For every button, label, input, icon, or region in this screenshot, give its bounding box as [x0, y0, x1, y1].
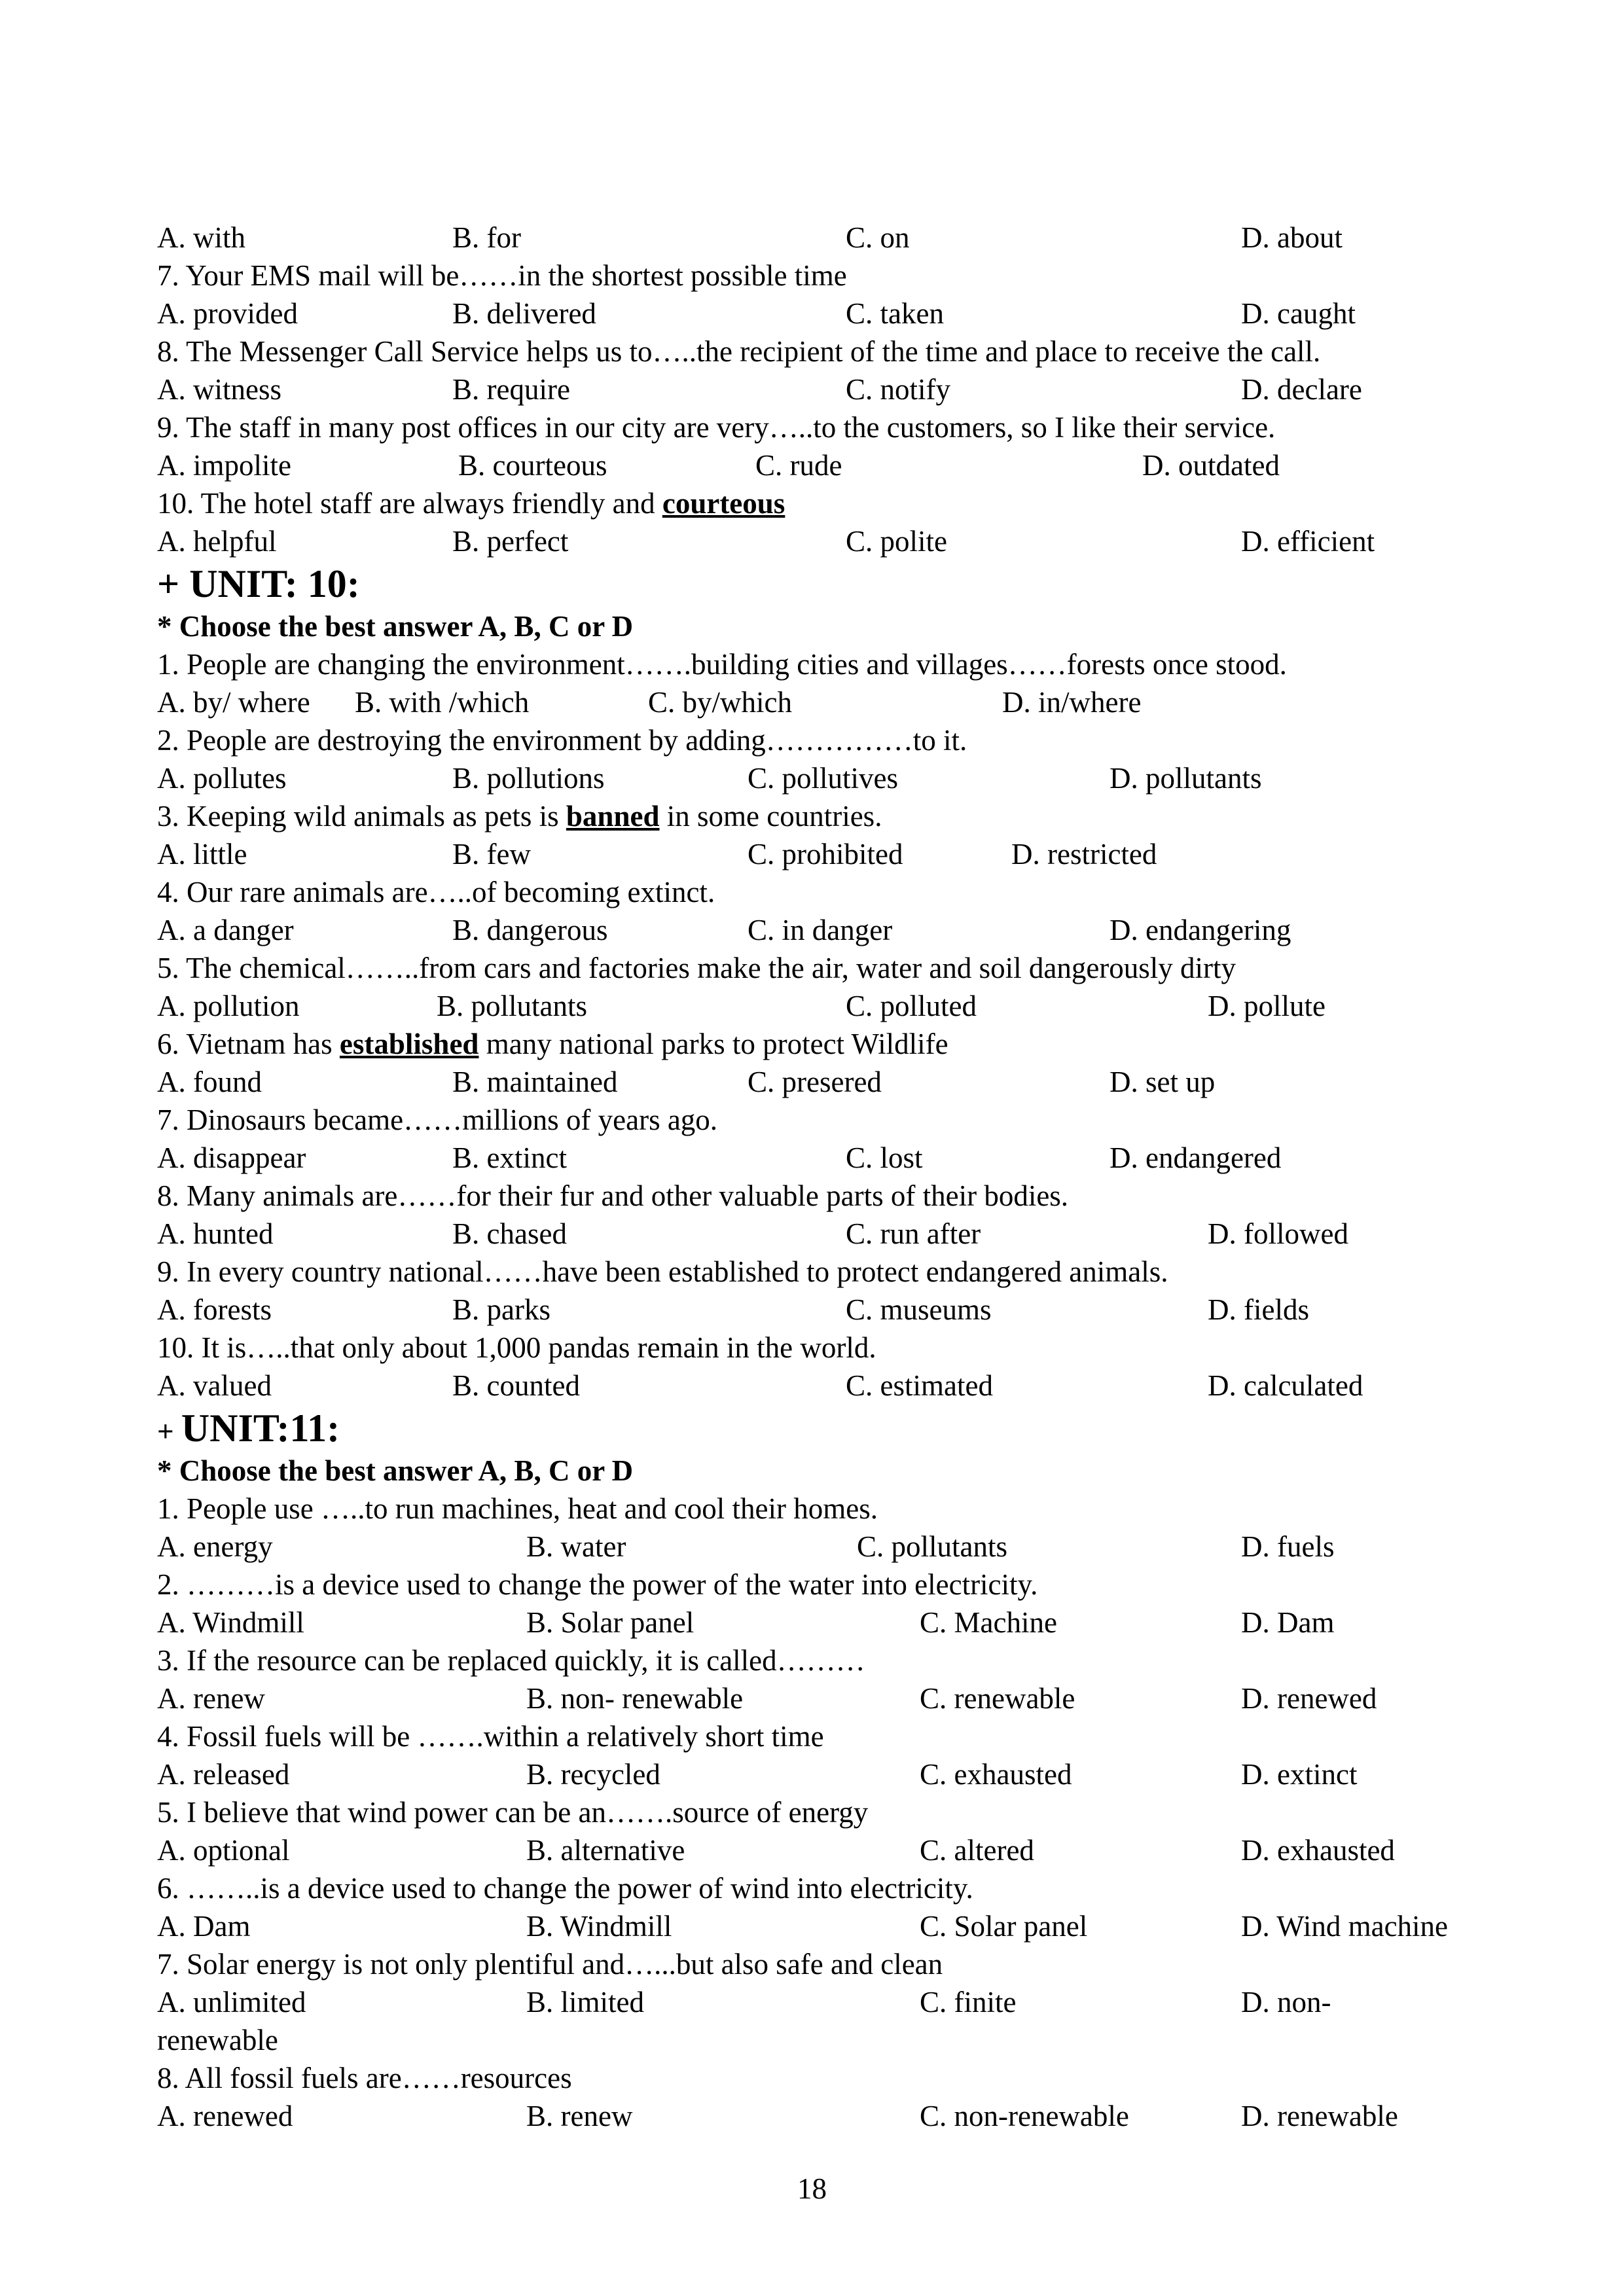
- question-text: 2. ………is a device used to change the power of the water into electricity.: [157, 1568, 1038, 1601]
- option-c: C. by/which: [648, 686, 792, 719]
- option-a: A. renew: [157, 1682, 265, 1715]
- option-d: D. fuels: [1241, 1530, 1335, 1563]
- option-a: A. by/ where: [157, 686, 310, 719]
- option-c: C. exhausted: [920, 1758, 1072, 1791]
- option-c: C. taken: [846, 297, 944, 330]
- option-c: C. non-renewable: [920, 2100, 1129, 2132]
- option-c: C. polluted: [846, 990, 977, 1022]
- option-c: C. estimated: [846, 1369, 993, 1402]
- options-row: [157, 1831, 1499, 1869]
- option-c: C. pollutants: [857, 1530, 1008, 1563]
- option-b: B. few: [452, 838, 531, 870]
- option-a: A. valued: [157, 1369, 272, 1402]
- option-a: A. helpful: [157, 525, 277, 558]
- question-text: 6. ……..is a device used to change the power of wind into electricity.: [157, 1872, 973, 1905]
- option-d: D. set up: [1110, 1066, 1216, 1098]
- options-row: [157, 1528, 1499, 1566]
- unit-heading-plus: +: [157, 1415, 181, 1448]
- option-c: C. on: [846, 221, 910, 254]
- option-d: D. followed: [1208, 1217, 1348, 1250]
- options-row: [157, 1907, 1499, 1945]
- option-b: B. with /which: [355, 686, 530, 719]
- option-a: A. released: [157, 1758, 290, 1791]
- question-text: 5. The chemical……..from cars and factories make the air, water and soil dangerously dirty: [157, 952, 1236, 984]
- option-d: D. outdated: [1142, 449, 1280, 482]
- question-text: [157, 1025, 1499, 1063]
- option-c: C. pollutives: [748, 762, 899, 795]
- option-b: B. limited: [526, 1986, 644, 2018]
- option-a: A. pollutes: [157, 762, 287, 795]
- page-number: 18: [797, 2172, 827, 2205]
- question-text-post: many national parks to protect Wildlife: [478, 1028, 948, 1060]
- option-b: B. require: [452, 373, 570, 406]
- option-b: B. recycled: [526, 1758, 660, 1791]
- option-c: C. Machine: [920, 1606, 1057, 1639]
- option-b: B. delivered: [452, 297, 596, 330]
- question-text: [157, 484, 1499, 522]
- option-c: C. museums: [846, 1293, 992, 1326]
- option-a: A. with: [157, 221, 245, 254]
- option-c: C. presered: [748, 1066, 882, 1098]
- option-d: D. exhausted: [1241, 1834, 1395, 1867]
- unit-heading: + UNIT: 10:: [157, 562, 360, 605]
- question-text: 7. Dinosaurs became……millions of years ago.: [157, 1103, 718, 1136]
- options-row: [157, 911, 1499, 949]
- question-text: 8. All fossil fuels are……resources: [157, 2062, 572, 2094]
- instruction: * Choose the best answer A, B, C or D: [157, 1454, 634, 1487]
- option-b: B. alternative: [526, 1834, 685, 1867]
- option-b: B. perfect: [452, 525, 569, 558]
- option-b: B. Windmill: [526, 1910, 672, 1943]
- option-b: B. renew: [526, 2100, 633, 2132]
- question-text: 4. Our rare animals are…..of becoming extinct.: [157, 876, 715, 908]
- unit-heading-title: UNIT:11:: [181, 1407, 340, 1450]
- option-b: B. water: [526, 1530, 626, 1563]
- option-c: C. prohibited: [748, 838, 903, 870]
- option-b: B. chased: [452, 1217, 567, 1250]
- option-a: A. witness: [157, 373, 281, 406]
- option-d: D. efficient: [1241, 525, 1375, 558]
- option-d: D. endangered: [1110, 1141, 1282, 1174]
- option-b: B. dangerous: [452, 914, 608, 946]
- option-wrap: renewable: [157, 2024, 278, 2056]
- option-a: A. energy: [157, 1530, 273, 1563]
- option-a: A. hunted: [157, 1217, 274, 1250]
- question-text-pre: 6. Vietnam has: [157, 1028, 340, 1060]
- option-b: B. maintained: [452, 1066, 618, 1098]
- options-row: [157, 446, 1499, 484]
- option-d: D. renewed: [1241, 1682, 1377, 1715]
- option-d: D. restricted: [1011, 838, 1157, 870]
- option-d: D. extinct: [1241, 1758, 1358, 1791]
- question-text: 1. People are changing the environment…….building cities and villages……forests once stood.: [157, 648, 1287, 681]
- question-text: 8. Many animals are……for their fur and other valuable parts of their bodies.: [157, 1179, 1069, 1212]
- option-d: D. declare: [1241, 373, 1362, 406]
- option-b: B. parks: [452, 1293, 550, 1326]
- option-b: B. courteous: [458, 449, 607, 482]
- option-d: D. in/where: [1002, 686, 1142, 719]
- options-row: [157, 1063, 1499, 1101]
- question-text-pre: 10. The hotel staff are always friendly and: [157, 487, 662, 520]
- option-a: A. unlimited: [157, 1986, 306, 2018]
- options-row: [157, 683, 1499, 721]
- option-b: B. pollutants: [437, 990, 588, 1022]
- option-c: C. rude: [755, 449, 842, 482]
- question-text: 4. Fossil fuels will be …….within a relatively short time: [157, 1720, 824, 1753]
- option-a: A. optional: [157, 1834, 290, 1867]
- option-d: D. caught: [1241, 297, 1356, 330]
- option-b: B. extinct: [452, 1141, 567, 1174]
- question-text: 9. The staff in many post offices in our city are very…..to the customers, so I like their service.: [157, 411, 1276, 444]
- option-a: A. forests: [157, 1293, 272, 1326]
- option-d: D. renewable: [1241, 2100, 1398, 2132]
- document-body: [157, 219, 1499, 2135]
- underlined-word: courteous: [662, 487, 785, 520]
- options-row: [157, 522, 1499, 560]
- options-row: [157, 1679, 1499, 1717]
- question-text: 1. People use …..to run machines, heat and cool their homes.: [157, 1492, 878, 1525]
- option-a: A. pollution: [157, 990, 300, 1022]
- option-a: A. renewed: [157, 2100, 293, 2132]
- option-d: D. about: [1241, 221, 1343, 254]
- unit-heading: [157, 1405, 1499, 1452]
- question-text: [157, 797, 1499, 835]
- question-text-pre: 3. Keeping wild animals as pets is: [157, 800, 566, 833]
- option-c: C. lost: [846, 1141, 923, 1174]
- option-d: D. pollute: [1208, 990, 1326, 1022]
- question-text: 3. If the resource can be replaced quickly, it is called………: [157, 1644, 865, 1677]
- option-c: C. in danger: [748, 914, 893, 946]
- option-d: D. Dam: [1241, 1606, 1335, 1639]
- question-text: 5. I believe that wind power can be an…….source of energy: [157, 1796, 869, 1829]
- instruction: * Choose the best answer A, B, C or D: [157, 610, 634, 643]
- options-row: [157, 759, 1499, 797]
- options-row: [157, 295, 1499, 332]
- options-row: [157, 1755, 1499, 1793]
- options-row: [157, 1139, 1499, 1177]
- option-a: A. provided: [157, 297, 298, 330]
- options-row: [157, 835, 1499, 873]
- option-d: D. Wind machine: [1241, 1910, 1449, 1943]
- option-b: B. pollutions: [452, 762, 605, 795]
- option-c: C. Solar panel: [920, 1910, 1088, 1943]
- options-row: [157, 1291, 1499, 1329]
- option-c: C. finite: [920, 1986, 1017, 2018]
- options-row: [157, 1367, 1499, 1405]
- option-c: C. run after: [846, 1217, 981, 1250]
- option-b: B. counted: [452, 1369, 580, 1402]
- question-text: 7. Your EMS mail will be……in the shortest possible time: [157, 259, 847, 292]
- option-d: D. fields: [1208, 1293, 1309, 1326]
- question-text: 2. People are destroying the environment by adding……………to it.: [157, 724, 967, 757]
- option-a: A. found: [157, 1066, 262, 1098]
- underlined-word: established: [339, 1028, 479, 1060]
- question-text-post: in some countries.: [659, 800, 882, 833]
- option-b: B. for: [452, 221, 521, 254]
- option-a: A. disappear: [157, 1141, 306, 1174]
- options-row: [157, 1215, 1499, 1253]
- option-c: C. notify: [846, 373, 951, 406]
- options-row: [157, 2097, 1499, 2135]
- option-d: D. pollutants: [1110, 762, 1262, 795]
- option-c: C. altered: [920, 1834, 1034, 1867]
- option-b: B. Solar panel: [526, 1606, 695, 1639]
- options-row: [157, 219, 1499, 257]
- option-a: A. a danger: [157, 914, 294, 946]
- option-b: B. non- renewable: [526, 1682, 744, 1715]
- option-a: A. little: [157, 838, 247, 870]
- option-d: D. calculated: [1208, 1369, 1363, 1402]
- option-a: A. Windmill: [157, 1606, 304, 1639]
- option-a: A. impolite: [157, 449, 291, 482]
- option-c: C. polite: [846, 525, 947, 558]
- question-text: 8. The Messenger Call Service helps us to…..the recipient of the time and place to receive the call.: [157, 335, 1321, 368]
- options-row: [157, 1983, 1499, 2021]
- option-a: A. Dam: [157, 1910, 251, 1943]
- question-text: 9. In every country national……have been established to protect endangered animals.: [157, 1255, 1168, 1288]
- option-c: C. renewable: [920, 1682, 1075, 1715]
- underlined-word: banned: [566, 800, 660, 833]
- option-d: D. non-: [1241, 1986, 1331, 2018]
- question-text: 7. Solar energy is not only plentiful and…...but also safe and clean: [157, 1948, 943, 1981]
- options-row: [157, 987, 1499, 1025]
- options-row: [157, 370, 1499, 408]
- options-row: [157, 1604, 1499, 1641]
- option-d: D. endangering: [1110, 914, 1291, 946]
- question-text: 10. It is…..that only about 1,000 pandas remain in the world.: [157, 1331, 876, 1364]
